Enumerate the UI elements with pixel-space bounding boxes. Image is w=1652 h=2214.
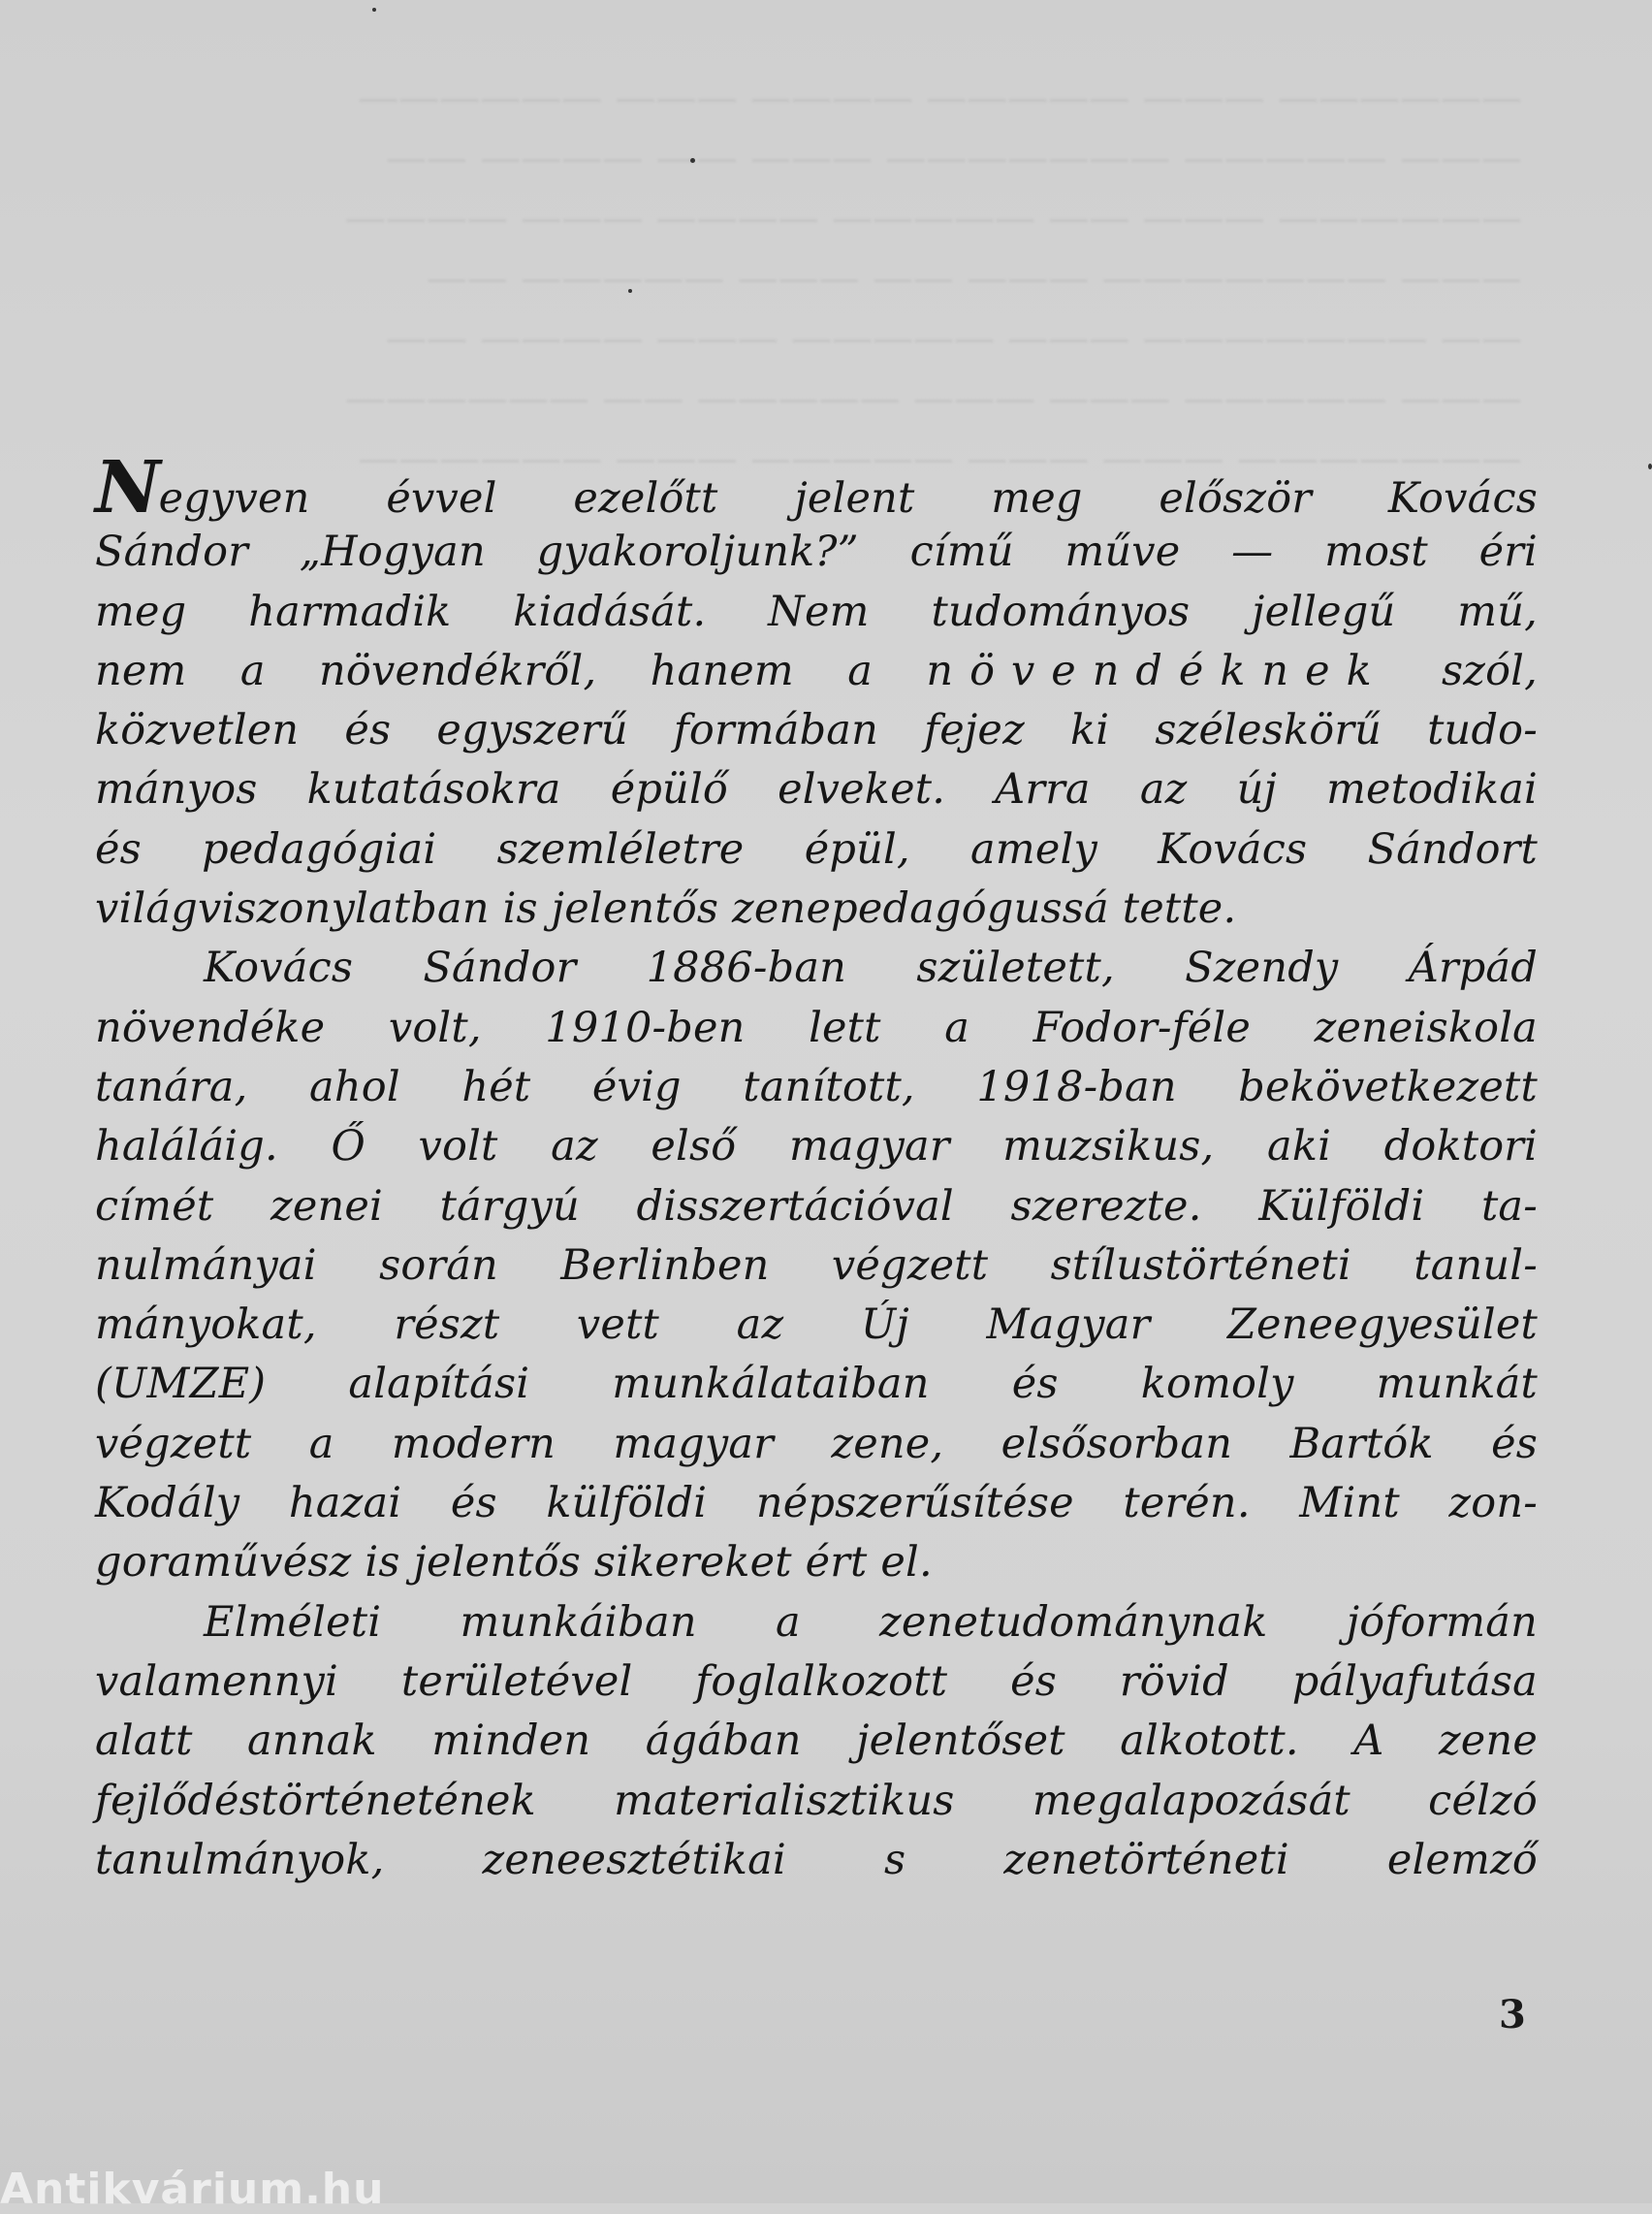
emphasized-word: növendéknek xyxy=(926,646,1388,695)
text-line: nulmányai során Berlinben végzett stílustörténeti tanul- xyxy=(95,1240,1538,1290)
text-line: tanára, ahol hét évig tanított, 1918-ban bekövetkezett xyxy=(95,1062,1538,1111)
text-line: goraművész is jelentős sikereket ért el. xyxy=(95,1538,933,1588)
bleed-through-texture: —————— ——— ————— ———— ——— —————— ——— ————— ——————— ——— —— ———— —— —————— ——— —— ————— ———— ——— ———— ——— ——————— ——— —— ——— ————— —— —— ——————— ——— ————— ——— ———— —— ——— ————— ——— ——— ————— —— —————— ——————— ——— ——— ————— ——— —————— xyxy=(344,74,1522,482)
text-line: világviszonylatban is jelentős zenepedagógussá tette. xyxy=(95,884,1237,934)
drop-cap: N xyxy=(95,446,159,529)
text-line: mányokat, részt vett az Új Magyar Zeneegyesület xyxy=(95,1300,1538,1350)
text-line: alatt annak minden ágában jelentőset alkotott. A zene xyxy=(95,1717,1538,1766)
paper-speck xyxy=(1648,464,1652,469)
text-line: Negyven évvel ezelőtt jelent meg először Kovács xyxy=(95,446,1538,529)
text-line: nem a növendékről, hanem a növendéknek szól, xyxy=(95,646,1538,695)
text-line: Sándor „Hogyan gyakoroljunk?” című műve — most éri xyxy=(95,528,1538,577)
text-line: haláláig. Ő volt az első magyar muzsikus, aki doktori xyxy=(95,1122,1538,1171)
text-line: növendéke volt, 1910-ben lett a Fodor-féle zeneiskola xyxy=(95,1003,1538,1052)
paper-speck xyxy=(690,158,695,163)
text-line: és pedagógiai szemléletre épül, amely Kovács Sándort xyxy=(95,824,1538,874)
text-line: Kovács Sándor 1886-ban született, Szendy Árpád xyxy=(204,944,1538,993)
page-number: 3 xyxy=(1499,1992,1526,2038)
text-line: fejlődéstörténetének materialisztikus megalapozását célzó xyxy=(95,1776,1538,1825)
text-line: valamennyi területével foglalkozott és rövid pályafutása xyxy=(95,1656,1538,1706)
text-line: közvetlen és egyszerű formában fejez ki széleskörű tudo- xyxy=(95,706,1538,755)
paper-speck xyxy=(628,289,632,293)
watermark-logo: Antikvárium.hu xyxy=(0,2165,385,2214)
text-line: tanulmányok, zeneesztétikai s zenetörténeti elemző xyxy=(95,1835,1538,1884)
body-text xyxy=(95,446,1538,1890)
text-line: végzett a modern magyar zene, elsősorban Bartók és xyxy=(95,1419,1538,1468)
text-line: címét zenei tárgyú disszertációval szerezte. Külföldi ta- xyxy=(95,1181,1538,1231)
text-line: Kodály hazai és külföldi népszerűsítése terén. Mint zon- xyxy=(95,1479,1538,1528)
text-line: mányos kutatásokra épülő elveket. Arra az új metodikai xyxy=(95,765,1538,815)
text-line: Elméleti munkáiban a zenetudománynak jóformán xyxy=(204,1597,1538,1647)
text-line: (UMZE) alapítási munkálataiban és komoly munkát xyxy=(95,1360,1538,1409)
paper-speck xyxy=(372,8,376,12)
text-line: meg harmadik kiadását. Nem tudományos jellegű mű, xyxy=(95,587,1538,636)
